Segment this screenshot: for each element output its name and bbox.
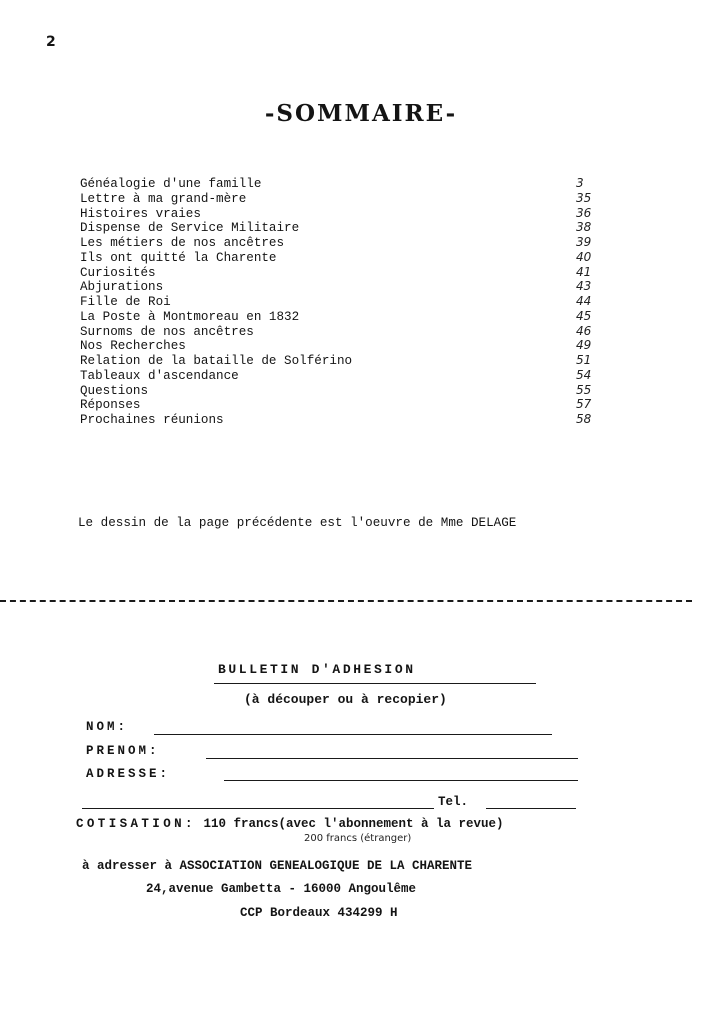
toc-item-label: Tableaux d'ascendance: [80, 368, 239, 383]
nom-field[interactable]: [154, 734, 552, 735]
adresse-field-line2[interactable]: [82, 808, 434, 809]
toc-item: [80, 279, 600, 294]
bulletin-title: BULLETIN D'ADHESION: [218, 662, 416, 677]
page-number: 2: [46, 34, 56, 50]
address-ccp: CCP Bordeaux 434299 H: [240, 906, 398, 920]
toc-item-label: Généalogie d'une famille: [80, 177, 262, 191]
cotisation-line: [76, 817, 504, 831]
nom-label: NOM:: [86, 720, 129, 734]
address-street: 24,avenue Gambetta - 16000 Angoulême: [146, 882, 417, 896]
toc-item-label: Relation de la bataille de Solférino: [80, 354, 353, 368]
toc-item-page: 46: [576, 323, 592, 338]
toc-item: [80, 368, 600, 383]
toc-item-page: 38: [576, 220, 592, 235]
bulletin-subtitle: (à découper ou à recopier): [244, 692, 447, 707]
toc-item-label: Réponses: [80, 398, 141, 413]
toc-item-label: Histoires vraies: [80, 206, 201, 221]
toc-item: [80, 309, 600, 324]
page-title: -SOMMAIRE-: [264, 100, 458, 127]
prenom-label: PRENOM:: [86, 744, 160, 758]
toc-item-page: 36: [576, 205, 592, 220]
toc-item-page: 40: [576, 249, 592, 264]
toc-item: [80, 235, 600, 250]
toc-item: [80, 324, 600, 339]
prenom-field[interactable]: [206, 758, 578, 759]
toc-item-label: Dispense de Service Militaire: [80, 221, 300, 236]
toc-item: [80, 250, 600, 265]
toc-item-page: 49: [576, 338, 592, 353]
toc-item-label: Abjurations: [80, 280, 164, 295]
cotisation-value: 110 francs(avec l'abonnement à la revue): [203, 817, 504, 831]
toc-item-page: 35: [576, 190, 592, 205]
tel-field[interactable]: [486, 808, 576, 809]
toc-item-page: 45: [576, 308, 592, 323]
toc-item-page: 41: [576, 264, 592, 279]
toc-item-page: 58: [576, 412, 592, 426]
toc-item: [80, 191, 600, 206]
bulletin-title-underline: [214, 683, 536, 684]
toc-item-page: 3: [576, 176, 584, 190]
table-of-contents: [80, 176, 600, 427]
tel-label: Tel.: [438, 795, 469, 809]
toc-item: [80, 353, 600, 368]
toc-item: [80, 338, 600, 353]
cotisation-foreign: 200 francs (étranger): [304, 833, 412, 844]
toc-item-label: Ils ont quitté la Charente: [80, 250, 277, 265]
toc-item: [80, 220, 600, 235]
toc-item-page: 39: [576, 235, 592, 249]
toc-item-label: Lettre à ma grand-mère: [80, 191, 247, 206]
toc-item-label: Nos Recherches: [80, 339, 186, 354]
adresse-label: ADRESSE:: [86, 767, 171, 781]
toc-item-label: Fille de Roi: [80, 295, 171, 309]
illustration-credit: Le dessin de la page précédente est l'oeuvre de Mme DELAGE: [78, 516, 517, 530]
toc-item-label: Prochaines réunions: [80, 413, 224, 427]
toc-item: [80, 176, 600, 191]
toc-item-label: La Poste à Montmoreau en 1832: [80, 309, 300, 324]
toc-item: [80, 294, 600, 309]
cut-line-divider: [0, 600, 692, 602]
address-intro: à adresser à ASSOCIATION GENEALOGIQUE DE LA CHARENTE: [82, 859, 473, 873]
toc-item-page: 51: [576, 353, 592, 367]
toc-item-label: Questions: [80, 383, 149, 398]
toc-item-page: 43: [576, 279, 592, 294]
cotisation-label: COTISATION:: [76, 817, 196, 831]
toc-item: [80, 265, 600, 280]
toc-item-label: Surnoms de nos ancêtres: [80, 324, 254, 339]
toc-item-page: 44: [576, 294, 592, 308]
toc-item: [80, 206, 600, 221]
toc-item: [80, 412, 600, 427]
toc-item-page: 54: [576, 367, 592, 382]
toc-item-page: 55: [576, 382, 592, 397]
toc-item: [80, 383, 600, 398]
toc-item-label: Les métiers de nos ancêtres: [80, 236, 285, 250]
toc-item-label: Curiosités: [80, 265, 156, 280]
adresse-field[interactable]: [224, 780, 578, 781]
toc-item-page: 57: [576, 397, 592, 412]
toc-item: [80, 397, 600, 412]
